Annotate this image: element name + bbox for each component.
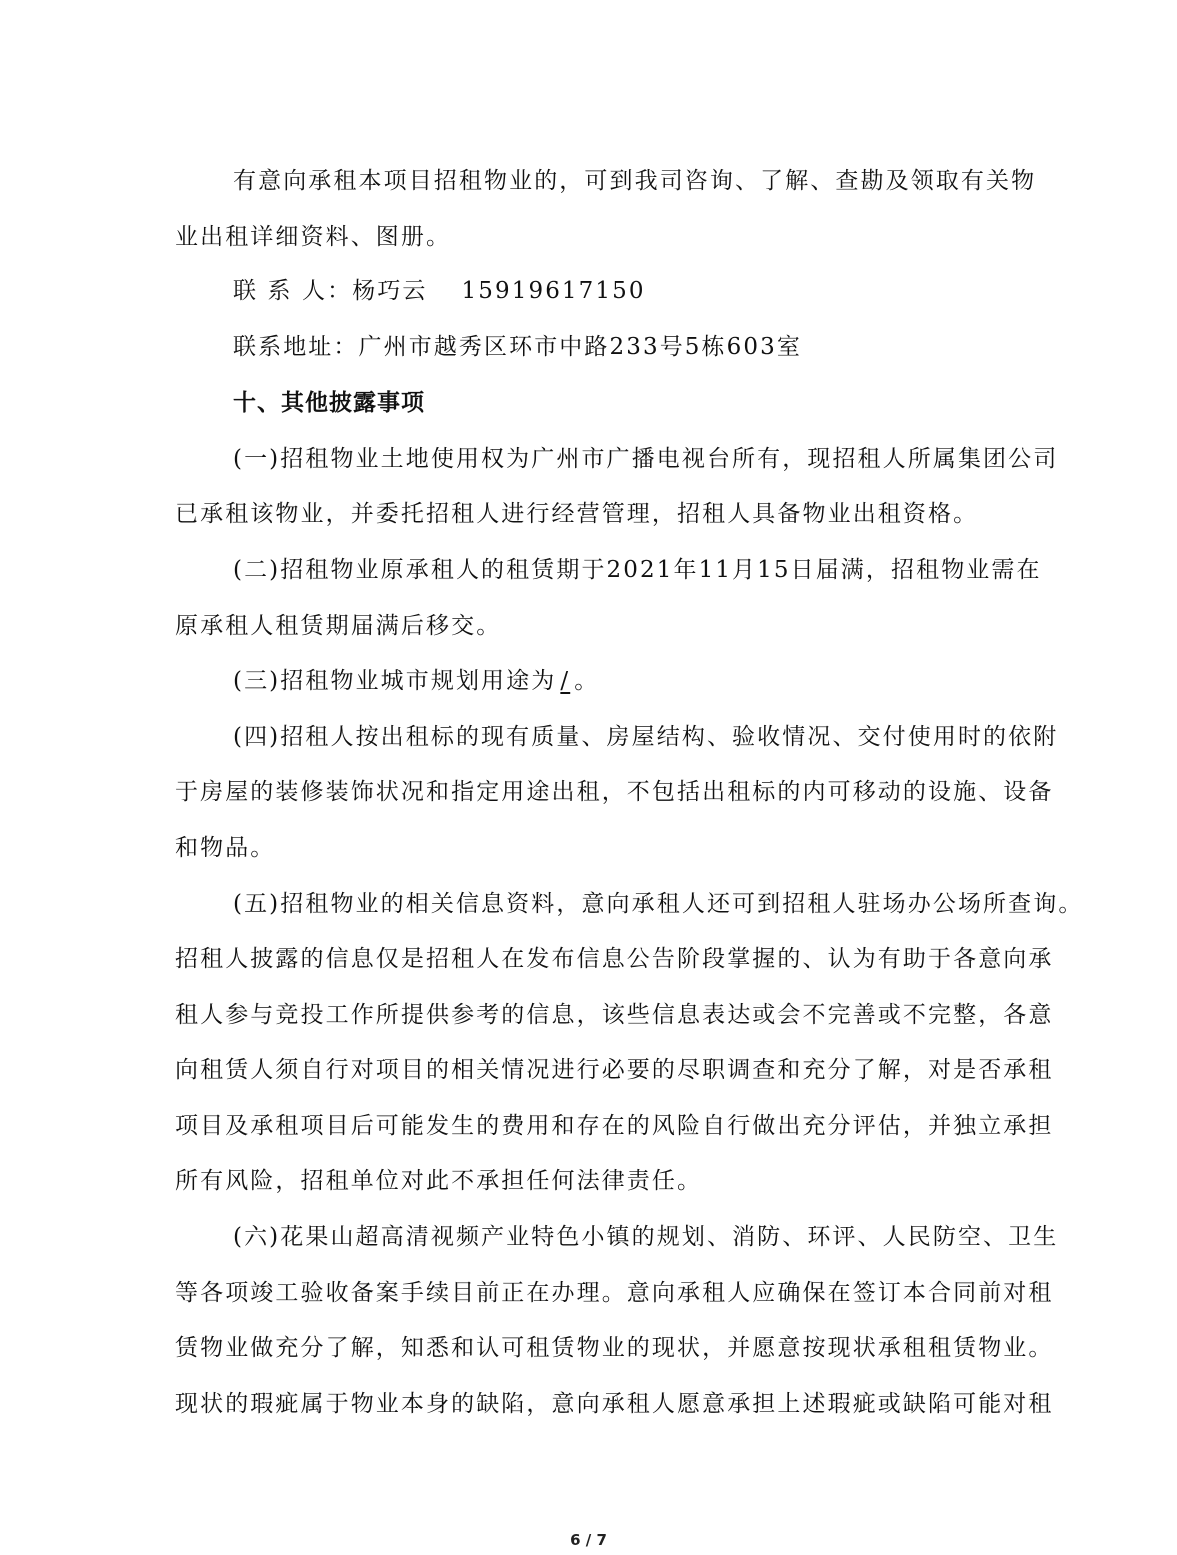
item6-line-2: 等各项竣工验收备案手续目前正在办理。意向承租人应确保在签订本合同前对租 <box>175 1280 1054 1306</box>
item4-line-2: 于房屋的装修装饰状况和指定用途出租，不包括出租标的内可移动的设施、设备 <box>175 779 1054 805</box>
item2-line-2: 原承租人租赁期届满后移交。 <box>175 613 502 639</box>
item3-value: / <box>560 668 571 694</box>
item5-line-4: 向租赁人须自行对项目的相关情况进行必要的尽职调查和充分了解，对是否承租 <box>175 1057 1054 1083</box>
contact-phone: 15919617150 <box>461 278 646 304</box>
item3-prefix: (三)招租物业城市规划用途为 <box>233 668 557 694</box>
item4-line-1: (四)招租人按出租标的现有质量、房屋结构、验收情况、交付使用时的依附 <box>233 724 1059 750</box>
section-heading: 十、其他披露事项 <box>233 390 425 416</box>
contact-person-line <box>233 276 1005 306</box>
item3-suffix: 。 <box>574 668 600 694</box>
page-number: 6 / 7 <box>570 1531 607 1549</box>
item5-line-3: 租人参与竞投工作所提供参考的信息，该些信息表达或会不完善或不完整，各意 <box>175 1002 1054 1028</box>
item6-line-4: 现状的瑕疵属于物业本身的缺陷，意向承租人愿意承担上述瑕疵或缺陷可能对租 <box>175 1391 1054 1417</box>
item5-line-6: 所有风险，招租单位对此不承担任何法律责任。 <box>175 1168 703 1194</box>
item2-line-1: (二)招租物业原承租人的租赁期于2021年11月15日届满，招租物业需在 <box>233 557 1042 583</box>
intro-line-1: 有意向承租本项目招租物业的，可到我司咨询、了解、查勘及领取有关物 <box>233 168 1037 194</box>
item1-line-2: 已承租该物业，并委托招租人进行经营管理，招租人具备物业出租资格。 <box>175 501 979 527</box>
contact-person: 联 系 人：杨巧云 <box>233 278 428 304</box>
item1-line-1: (一)招租物业土地使用权为广州市广播电视台所有，现招租人所属集团公司 <box>233 446 1059 472</box>
item5-line-2: 招租人披露的信息仅是招租人在发布信息公告阶段掌握的、认为有助于各意向承 <box>175 946 1054 972</box>
item5-line-5: 项目及承租项目后可能发生的费用和存在的风险自行做出充分评估，并独立承担 <box>175 1113 1054 1139</box>
item6-line-1: (六)花果山超高清视频产业特色小镇的规划、消防、环评、人民防空、卫生 <box>233 1224 1059 1250</box>
item5-line-1: (五)招租物业的相关信息资料，意向承租人还可到招租人驻场办公场所查询。 <box>233 891 1084 917</box>
contact-address: 联系地址：广州市越秀区环市中路233号5栋603室 <box>233 334 802 360</box>
item4-line-3: 和物品。 <box>175 835 276 861</box>
item3-line <box>233 666 1005 696</box>
item6-line-3: 赁物业做充分了解，知悉和认可租赁物业的现状，并愿意按现状承租租赁物业。 <box>175 1335 1054 1361</box>
intro-line-2: 业出租详细资料、图册。 <box>175 224 452 250</box>
